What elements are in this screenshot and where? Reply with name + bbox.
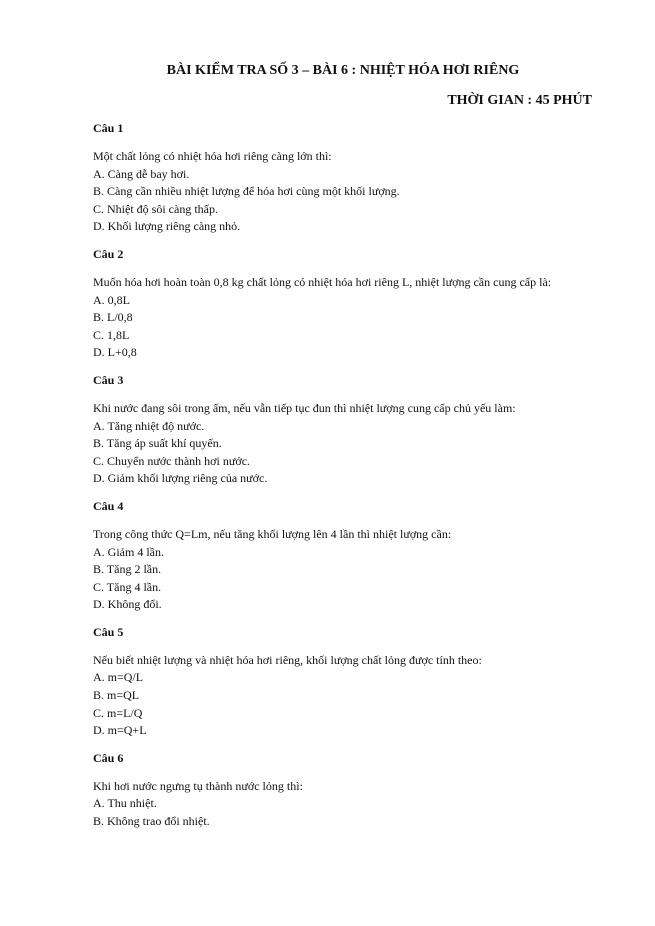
question-heading: Câu 2 (93, 246, 124, 261)
answer-option-a: A. m=Q/L (93, 670, 144, 685)
question-heading: Câu 6 (93, 750, 124, 765)
question-text: Khi hơi nước ngưng tụ thành nước lỏng thì: (93, 778, 303, 793)
question-text: Nếu biết nhiệt lượng và nhiệt hóa hơi riêng, khối lượng chất lỏng được tính theo: (93, 652, 482, 667)
question-list (93, 120, 593, 841)
question-2 (93, 246, 593, 362)
question-1 (93, 120, 593, 236)
question-6 (93, 750, 593, 831)
question-heading: Câu 5 (93, 624, 124, 639)
answer-option-b: B. Càng cần nhiều nhiệt lượng để hóa hơi cùng một khối lượng. (93, 184, 400, 199)
answer-option-a: A. Thu nhiệt. (93, 796, 157, 811)
question-3 (93, 372, 593, 488)
answer-option-c: C. Nhiệt độ sôi càng thấp. (93, 201, 218, 216)
answer-option-b: B. m=QL (93, 688, 140, 703)
question-heading: Câu 1 (93, 121, 124, 135)
answer-option-b: B. Không trao đổi nhiệt. (93, 814, 210, 829)
question-heading: Câu 3 (93, 372, 124, 387)
answer-option-a: A. Giảm 4 lần. (93, 544, 164, 559)
question-heading: Câu 4 (93, 498, 124, 513)
question-text: Khi nước đang sôi trong ấm, nếu vẫn tiếp tục đun thì nhiệt lượng cung cấp chủ yếu làm: (93, 400, 516, 415)
question-4 (93, 498, 593, 614)
answer-option-a: A. 0,8L (93, 292, 130, 307)
question-5 (93, 624, 593, 740)
answer-option-b: B. Tăng 2 lần. (93, 562, 162, 577)
answer-options (93, 166, 593, 236)
question-text: Trong công thức Q=Lm, nếu tăng khối lượng lên 4 lần thì nhiệt lượng cần: (93, 526, 452, 541)
answer-options (93, 795, 593, 830)
answer-option-d: D. L+0,8 (93, 345, 137, 360)
answer-option-a: A. Càng dễ bay hơi. (93, 166, 190, 181)
answer-option-d: D. Không đổi. (93, 597, 162, 612)
question-text: Một chất lỏng có nhiệt hóa hơi riêng càng lớn thì: (93, 149, 332, 163)
exam-duration: THỜI GIAN : 45 PHÚT (447, 93, 592, 108)
answer-options (93, 292, 593, 362)
answer-options (93, 669, 593, 739)
answer-options (93, 544, 593, 614)
answer-option-a: A. Tăng nhiệt độ nước. (93, 418, 205, 433)
answer-option-c: C. Chuyển nước thành hơi nước. (93, 453, 251, 468)
answer-option-d: D. Khối lượng riêng càng nhỏ. (93, 219, 241, 234)
answer-option-d: D. m=Q+L (93, 723, 147, 738)
answer-options (93, 418, 593, 488)
answer-option-b: B. Tăng áp suất khí quyển. (93, 436, 222, 451)
answer-option-c: C. 1,8L (93, 327, 130, 342)
question-text: Muốn hóa hơi hoàn toàn 0,8 kg chất lỏng có nhiệt hóa hơi riêng L, nhiệt lượng cần cung cấp là: (93, 274, 552, 289)
answer-option-c: C. Tăng 4 lần. (93, 579, 162, 594)
page-title: BÀI KIỂM TRA SỐ 3 – BÀI 6 : NHIỆT HÓA HƠI RIÊNG (166, 63, 520, 78)
answer-option-d: D. Giảm khối lượng riêng của nước. (93, 471, 268, 486)
answer-option-c: C. m=L/Q (93, 705, 143, 720)
answer-option-b: B. L/0,8 (93, 310, 133, 325)
